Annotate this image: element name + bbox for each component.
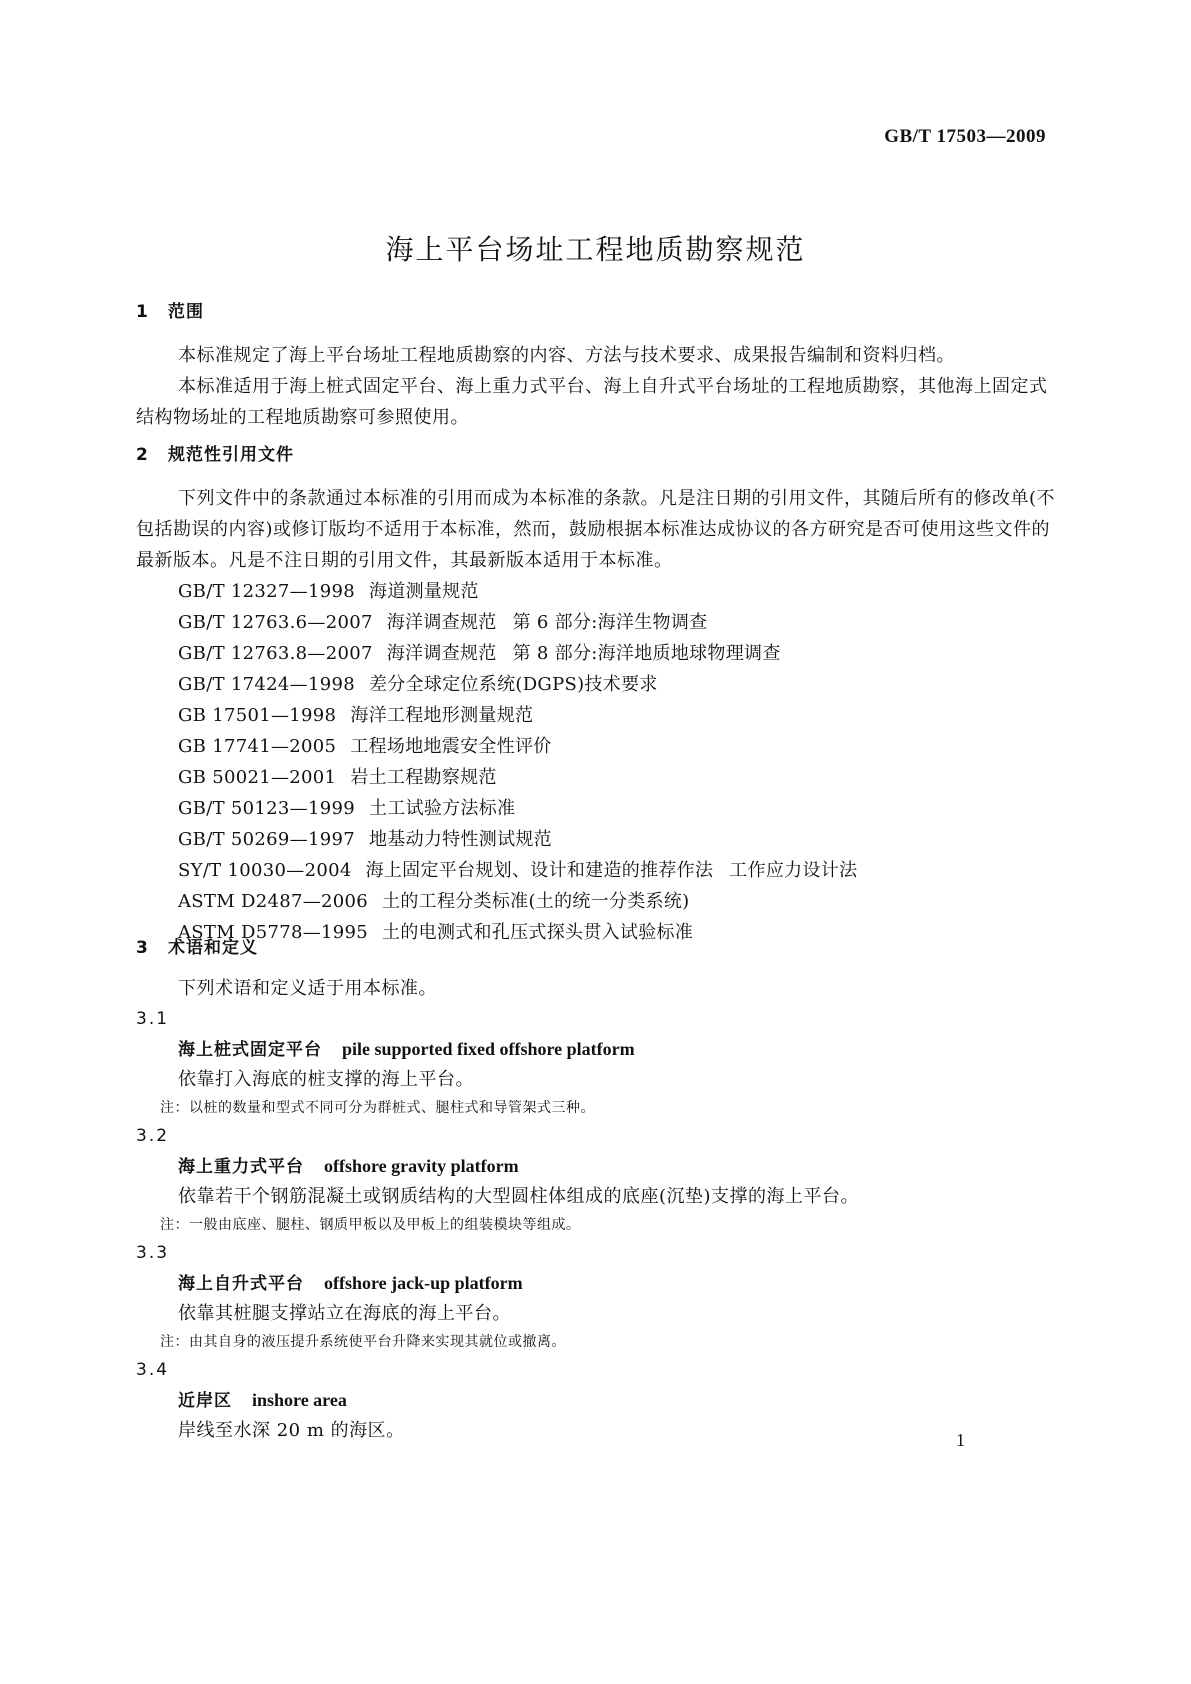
- reference-code: GB/T 50269—1997: [178, 829, 355, 850]
- document-title: 海上平台场址工程地质勘察规范: [385, 233, 806, 266]
- reference-title: 差分全球定位系统(DGPS)技术要求: [368, 674, 658, 695]
- reference-item: [136, 886, 1056, 917]
- reference-code: GB/T 50123—1999: [178, 798, 355, 819]
- reference-item: [136, 731, 1056, 762]
- reference-item: [136, 576, 1056, 607]
- reference-title: 海洋调查规范: [386, 612, 497, 633]
- reference-subtitle: 工作应力设计法: [729, 860, 858, 881]
- reference-code: GB/T 12327—1998: [178, 581, 355, 602]
- reference-title: 海道测量规范: [368, 581, 479, 602]
- reference-subtitle: 第 6 部分:海洋生物调查: [512, 612, 708, 633]
- term-definition: 岸线至水深 20 m 的海区。: [178, 1420, 405, 1441]
- section-heading: [136, 440, 1056, 465]
- term-heading: [136, 1385, 1056, 1416]
- term-definition: 依靠打入海底的桩支撑的海上平台。: [178, 1069, 474, 1090]
- section-heading: [136, 933, 1056, 958]
- standard-code: GB/T 17503—2009: [884, 126, 1046, 147]
- reference-title: 土的工程分类标准(土的统一分类系统): [382, 891, 690, 912]
- reference-item: [136, 855, 1056, 886]
- term-heading: [136, 1151, 1056, 1182]
- term-zh: 海上桩式固定平台: [178, 1040, 322, 1060]
- term-en: pile supported fixed offshore platform: [342, 1039, 635, 1059]
- section-2: [136, 440, 1056, 465]
- reference-code: ASTM D2487—2006: [178, 891, 369, 912]
- term-entry: [136, 1238, 1056, 1355]
- reference-item: [136, 638, 1056, 669]
- reference-subtitle: 第 8 部分:海洋地质地球物理调查: [512, 643, 781, 664]
- term-heading: [136, 1034, 1056, 1065]
- reference-title: 地基动力特性测试规范: [368, 829, 552, 850]
- reference-title: 土的电测式和孔压式探头贯入试验标准: [382, 922, 694, 943]
- reference-list: [136, 576, 1056, 948]
- term-en: offshore gravity platform: [324, 1156, 519, 1176]
- reference-item: [136, 607, 1056, 638]
- reference-code: GB 50021—2001: [178, 767, 337, 788]
- reference-title: 海洋调查规范: [386, 643, 497, 664]
- reference-item: [136, 700, 1056, 731]
- reference-code: GB 17501—1998: [178, 705, 337, 726]
- term-note: 注：以桩的数量和型式不同可分为群桩式、腿柱式和导管架式三种。: [160, 1100, 595, 1116]
- section-title: 规范性引用文件: [168, 445, 294, 465]
- term-definition: 依靠若干个钢筋混凝土或钢质结构的大型圆柱体组成的底座(沉垫)支撑的海上平台。: [178, 1186, 860, 1207]
- term-en: inshore area: [252, 1390, 347, 1410]
- paragraph: 本标准适用于海上桩式固定平台、海上重力式平台、海上自升式平台场址的工程地质勘察，其他海上固定式结构物场址的工程地质勘察可参照使用。: [136, 376, 1048, 428]
- term-entry: [136, 1355, 1056, 1446]
- reference-title: 土工试验方法标准: [368, 798, 516, 819]
- section-title: 范围: [168, 302, 204, 322]
- term-zh: 海上重力式平台: [178, 1157, 304, 1177]
- term-number: 3.4: [136, 1360, 170, 1380]
- reference-item: [136, 762, 1056, 793]
- term-note: 注：由其自身的液压提升系统使平台升降来实现其就位或撤离。: [160, 1334, 566, 1350]
- reference-title: 海上固定平台规划、设计和建造的推荐作法: [365, 860, 714, 881]
- term-en: offshore jack-up platform: [324, 1273, 523, 1293]
- paragraph: 下列文件中的条款通过本标准的引用而成为本标准的条款。凡是注日期的引用文件，其随后所有的修改单(不包括勘误的内容)或修订版均不适用于本标准，然而，鼓励根据本标准达成协议的各方研究是否可使用这些文件的最新版本。凡是不注日期的引用文件，其最新版本适用于本标准。: [136, 488, 1056, 571]
- page-number: 1: [956, 1430, 965, 1450]
- section-1: [136, 297, 1056, 322]
- section-2-body: [136, 483, 1056, 948]
- paragraph: 下列术语和定义适于用本标准。: [178, 978, 437, 999]
- reference-item: [136, 669, 1056, 700]
- term-heading: [136, 1268, 1056, 1299]
- section-3-body: [136, 973, 1056, 1446]
- reference-item: [136, 793, 1056, 824]
- section-number: 2: [136, 445, 149, 465]
- section-1-body: [136, 340, 1056, 433]
- term-entry: [136, 1004, 1056, 1121]
- term-number: 3.3: [136, 1243, 170, 1263]
- reference-code: ASTM D5778—1995: [178, 922, 369, 943]
- term-definition: 依靠其桩腿支撑站立在海底的海上平台。: [178, 1303, 511, 1324]
- term-number: 3.2: [136, 1126, 170, 1146]
- term-note: 注：一般由底座、腿柱、钢质甲板以及甲板上的组装模块等组成。: [160, 1217, 581, 1233]
- reference-title: 海洋工程地形测量规范: [350, 705, 534, 726]
- section-number: 3: [136, 938, 149, 958]
- section-heading: [136, 297, 1056, 322]
- reference-code: GB 17741—2005: [178, 736, 337, 757]
- reference-item: [136, 824, 1056, 855]
- section-number: 1: [136, 302, 149, 322]
- paragraph: 本标准规定了海上平台场址工程地质勘察的内容、方法与技术要求、成果报告编制和资料归档。: [178, 345, 955, 366]
- term-entry: [136, 1121, 1056, 1238]
- reference-code: GB/T 12763.8—2007: [178, 643, 373, 664]
- reference-code: GB/T 12763.6—2007: [178, 612, 373, 633]
- reference-code: SY/T 10030—2004: [178, 860, 352, 881]
- section-title: 术语和定义: [168, 938, 258, 958]
- reference-title: 岩土工程勘察规范: [350, 767, 497, 788]
- section-3: [136, 933, 1056, 958]
- term-zh: 海上自升式平台: [178, 1274, 304, 1294]
- term-zh: 近岸区: [178, 1391, 232, 1411]
- reference-code: GB/T 17424—1998: [178, 674, 355, 695]
- reference-title: 工程场地地震安全性评价: [350, 736, 552, 757]
- term-number: 3.1: [136, 1009, 170, 1029]
